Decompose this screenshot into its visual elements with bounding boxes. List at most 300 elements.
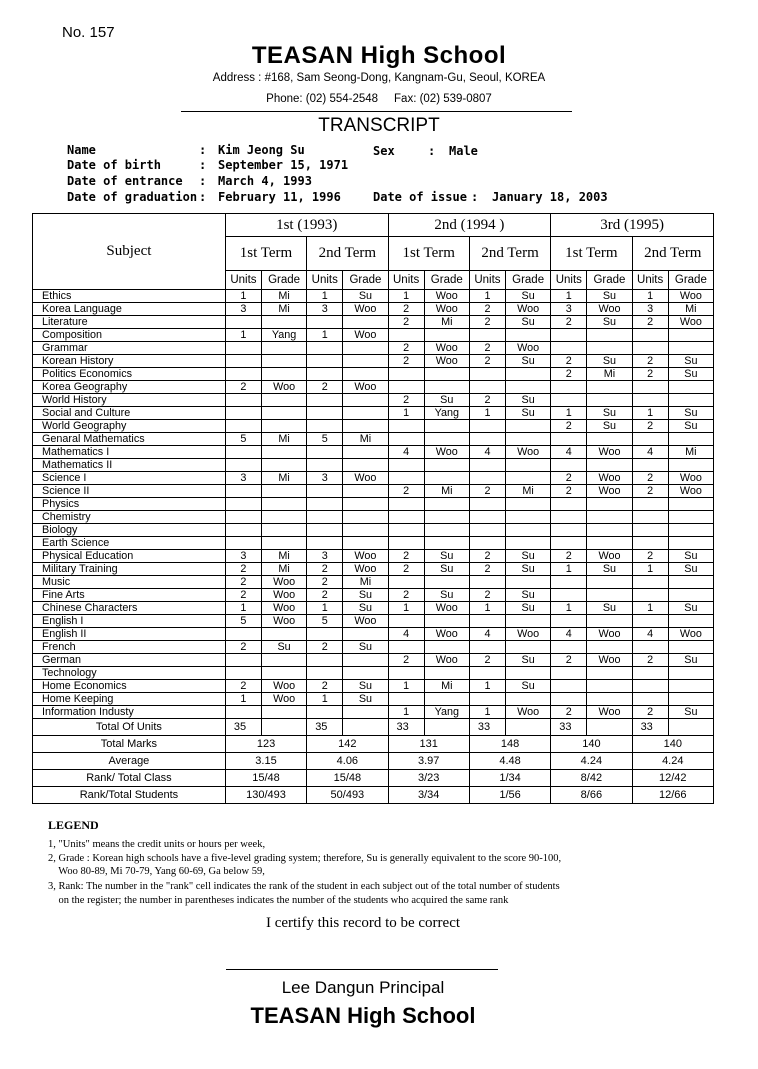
table-row <box>33 615 714 628</box>
units-cell: 2 <box>469 485 505 498</box>
units-cell <box>388 693 424 706</box>
units-cell: 3 <box>551 303 587 316</box>
units-cell: 2 <box>388 485 424 498</box>
grade-cell <box>506 420 551 433</box>
grade-cell <box>587 524 632 537</box>
units-cell: 2 <box>632 368 668 381</box>
table-row <box>33 641 714 654</box>
units-cell <box>632 667 668 680</box>
units-cell <box>469 381 505 394</box>
grade-cell <box>262 355 307 368</box>
table-row <box>33 537 714 550</box>
grade-cell: Mi <box>262 290 307 303</box>
grade-header: Grade <box>668 271 713 290</box>
grade-cell <box>424 368 469 381</box>
summary-value: 3/34 <box>388 787 469 804</box>
grade-cell <box>587 615 632 628</box>
grade-cell <box>343 485 388 498</box>
units-cell <box>225 498 261 511</box>
units-cell <box>632 433 668 446</box>
grade-cell <box>587 589 632 602</box>
grade-cell: Woo <box>424 342 469 355</box>
units-cell <box>469 498 505 511</box>
units-cell <box>551 680 587 693</box>
grade-cell: Woo <box>262 589 307 602</box>
units-cell <box>551 589 587 602</box>
subject-name: Physics <box>33 498 226 511</box>
units-cell <box>225 667 261 680</box>
grade-cell <box>424 641 469 654</box>
student-info <box>0 0 758 210</box>
grade-cell <box>668 680 713 693</box>
grade-cell: Mi <box>262 550 307 563</box>
units-cell: 2 <box>307 641 343 654</box>
term-header: 1st Term <box>225 237 306 271</box>
grade-cell <box>668 329 713 342</box>
name-label: Name <box>67 143 96 157</box>
summary-label: Total Marks <box>33 736 226 753</box>
units-cell <box>551 641 587 654</box>
issue-value: January 18, 2003 <box>492 190 608 204</box>
summary-row <box>33 787 714 804</box>
units-cell <box>388 667 424 680</box>
grade-cell: Woo <box>506 303 551 316</box>
grade-cell: Mi <box>668 446 713 459</box>
units-cell <box>469 641 505 654</box>
subject-name: English I <box>33 615 226 628</box>
graduation-label: Date of graduation <box>67 190 198 204</box>
table-row <box>33 368 714 381</box>
term-header: 1st Term <box>551 237 632 271</box>
table-row <box>33 511 714 524</box>
blank-cell <box>587 719 632 736</box>
units-cell: 1 <box>388 706 424 719</box>
units-cell: 1 <box>632 602 668 615</box>
entrance-label: Date of entrance <box>67 174 183 188</box>
grade-cell: Su <box>587 407 632 420</box>
units-cell <box>551 667 587 680</box>
grade-cell: Woo <box>424 446 469 459</box>
summary-value: 130/493 <box>225 787 306 804</box>
grade-header: Grade <box>343 271 388 290</box>
grade-cell <box>262 498 307 511</box>
grade-cell <box>506 641 551 654</box>
units-cell: 1 <box>632 407 668 420</box>
table-row <box>33 680 714 693</box>
units-cell: 2 <box>388 654 424 667</box>
grade-cell: Woo <box>587 654 632 667</box>
units-cell <box>469 615 505 628</box>
units-cell <box>388 368 424 381</box>
summary-value: 8/66 <box>551 787 632 804</box>
summary-value: 12/42 <box>632 770 713 787</box>
units-cell <box>307 459 343 472</box>
summary-label: Average <box>33 753 226 770</box>
sex-value: Male <box>449 144 478 158</box>
grade-cell: Woo <box>668 628 713 641</box>
units-cell: 2 <box>469 316 505 329</box>
units-cell: 2 <box>469 303 505 316</box>
grade-cell: Mi <box>668 303 713 316</box>
units-cell <box>388 498 424 511</box>
table-row <box>33 550 714 563</box>
grade-cell: Yang <box>424 706 469 719</box>
grade-cell <box>668 589 713 602</box>
units-cell: 2 <box>307 563 343 576</box>
grade-cell <box>668 511 713 524</box>
grade-cell: Mi <box>262 303 307 316</box>
grade-cell <box>668 524 713 537</box>
units-cell: 1 <box>307 693 343 706</box>
subject-name: Grammar <box>33 342 226 355</box>
grade-cell: Woo <box>424 602 469 615</box>
units-cell: 2 <box>469 394 505 407</box>
grade-cell: Woo <box>587 550 632 563</box>
table-row <box>33 394 714 407</box>
grade-cell: Su <box>506 550 551 563</box>
units-cell: 2 <box>632 420 668 433</box>
units-cell: 2 <box>551 485 587 498</box>
units-cell <box>307 524 343 537</box>
units-cell: 1 <box>469 706 505 719</box>
summary-value: 4.06 <box>307 753 388 770</box>
units-cell: 1 <box>225 693 261 706</box>
grade-cell: Woo <box>506 628 551 641</box>
table-row <box>33 693 714 706</box>
grade-cell: Woo <box>668 472 713 485</box>
legend-line: 1, "Units" means the credit units or hours per week, <box>48 839 266 850</box>
grade-cell <box>343 368 388 381</box>
summary-value: 131 <box>388 736 469 753</box>
units-cell <box>551 576 587 589</box>
units-cell <box>632 589 668 602</box>
grade-cell <box>424 693 469 706</box>
colon: : <box>471 190 479 204</box>
total-units-value: 33 <box>551 719 587 736</box>
grade-cell: Su <box>587 290 632 303</box>
term-header: 2nd Term <box>632 237 713 271</box>
units-cell: 2 <box>388 563 424 576</box>
grade-cell <box>587 394 632 407</box>
subject-name: Chinese Characters <box>33 602 226 615</box>
units-cell <box>225 368 261 381</box>
subject-name: Korea Language <box>33 303 226 316</box>
total-units-value: 33 <box>469 719 505 736</box>
units-cell <box>551 329 587 342</box>
units-cell: 3 <box>225 303 261 316</box>
entrance-value: March 4, 1993 <box>218 174 312 188</box>
units-cell <box>225 355 261 368</box>
name-value: Kim Jeong Su <box>218 143 305 157</box>
units-cell: 1 <box>388 290 424 303</box>
grade-cell <box>424 459 469 472</box>
units-header: Units <box>469 271 505 290</box>
grade-cell: Su <box>343 602 388 615</box>
units-cell <box>388 641 424 654</box>
units-cell <box>632 394 668 407</box>
certification-statement: I certify this record to be correct <box>265 915 461 931</box>
units-cell <box>307 407 343 420</box>
subject-name: Physical Education <box>33 550 226 563</box>
subject-name: World Geography <box>33 420 226 433</box>
subject-name: Chemistry <box>33 511 226 524</box>
grade-cell <box>262 667 307 680</box>
grade-cell <box>343 667 388 680</box>
grade-cell: Su <box>668 550 713 563</box>
subject-name: Biology <box>33 524 226 537</box>
blank-cell <box>262 719 307 736</box>
summary-row <box>33 770 714 787</box>
school-name: TEASAN High School <box>251 42 507 69</box>
grade-cell: Su <box>343 641 388 654</box>
grade-cell <box>424 537 469 550</box>
document-title: TRANSCRIPT <box>318 115 440 136</box>
grade-cell <box>587 667 632 680</box>
subject-name: English II <box>33 628 226 641</box>
school-address: Address : #168, Sam Seong-Dong, Kangnam-Gu, Seoul, KOREA <box>212 72 546 84</box>
summary-value: 1/56 <box>469 787 550 804</box>
subject-name: Fine Arts <box>33 589 226 602</box>
units-cell <box>632 511 668 524</box>
grade-cell <box>668 667 713 680</box>
units-cell: 1 <box>551 290 587 303</box>
table-row <box>33 303 714 316</box>
units-cell: 2 <box>632 485 668 498</box>
grade-cell: Woo <box>587 446 632 459</box>
dob-value: September 15, 1971 <box>218 158 349 172</box>
grade-cell: Su <box>506 680 551 693</box>
grade-cell: Woo <box>424 628 469 641</box>
grade-header: Grade <box>424 271 469 290</box>
units-cell: 3 <box>225 550 261 563</box>
units-cell: 1 <box>388 602 424 615</box>
units-cell <box>225 628 261 641</box>
grade-cell: Woo <box>343 329 388 342</box>
units-cell: 1 <box>632 563 668 576</box>
units-cell <box>469 472 505 485</box>
units-cell <box>632 693 668 706</box>
units-cell <box>551 693 587 706</box>
table-row <box>33 329 714 342</box>
grade-cell: Su <box>506 316 551 329</box>
units-cell: 1 <box>469 290 505 303</box>
units-cell: 1 <box>307 329 343 342</box>
units-cell: 3 <box>632 303 668 316</box>
grade-cell <box>506 459 551 472</box>
subject-name: Science II <box>33 485 226 498</box>
summary-value: 3/23 <box>388 770 469 787</box>
table-row <box>33 706 714 719</box>
summary-value: 140 <box>551 736 632 753</box>
grade-cell: Woo <box>587 472 632 485</box>
subject-name: Music <box>33 576 226 589</box>
units-cell <box>307 485 343 498</box>
grade-cell: Woo <box>343 563 388 576</box>
units-cell <box>469 693 505 706</box>
grade-cell <box>506 472 551 485</box>
units-cell <box>307 537 343 550</box>
units-cell: 5 <box>225 615 261 628</box>
document-number: No. 157 <box>62 24 115 41</box>
grade-cell <box>262 706 307 719</box>
colon: : <box>428 144 436 158</box>
table-row <box>33 407 714 420</box>
year-header: 1st (1993) <box>225 214 388 237</box>
units-cell <box>388 459 424 472</box>
units-cell <box>469 537 505 550</box>
grade-cell: Woo <box>424 290 469 303</box>
grade-cell <box>668 693 713 706</box>
grade-cell: Yang <box>262 329 307 342</box>
summary-row <box>33 736 714 753</box>
legend-line: on the register; the number in parentheses indicates the number of the students who acquired the same rank <box>48 895 509 906</box>
grade-cell <box>343 316 388 329</box>
grade-cell: Woo <box>262 602 307 615</box>
principal-name: Lee Dangun Principal <box>281 978 445 997</box>
grade-cell <box>262 654 307 667</box>
units-cell: 1 <box>307 602 343 615</box>
grade-cell: Su <box>668 602 713 615</box>
units-cell: 1 <box>225 329 261 342</box>
units-cell <box>307 316 343 329</box>
units-cell: 2 <box>388 394 424 407</box>
units-cell: 2 <box>388 589 424 602</box>
grade-cell: Woo <box>587 706 632 719</box>
signature-line <box>226 969 498 970</box>
year-header: 2nd (1994 ) <box>388 214 551 237</box>
table-row <box>33 667 714 680</box>
subject-name: Earth Science <box>33 537 226 550</box>
grade-cell <box>343 524 388 537</box>
units-cell <box>225 407 261 420</box>
legend-line: Woo 80-89, Mi 70-79, Yang 60-69, Ga below 59, <box>48 866 265 877</box>
grade-cell <box>262 524 307 537</box>
grade-cell <box>343 706 388 719</box>
units-cell <box>469 329 505 342</box>
grade-cell: Woo <box>424 355 469 368</box>
blank-cell <box>343 719 388 736</box>
units-cell <box>307 498 343 511</box>
grade-cell <box>668 459 713 472</box>
table-row <box>33 524 714 537</box>
grade-cell: Su <box>343 589 388 602</box>
grade-cell: Su <box>668 706 713 719</box>
units-cell: 2 <box>469 355 505 368</box>
units-cell: 2 <box>388 316 424 329</box>
grade-cell <box>262 394 307 407</box>
legend-title: LEGEND <box>48 818 99 832</box>
units-cell <box>632 576 668 589</box>
grade-cell: Su <box>424 563 469 576</box>
grade-cell <box>424 420 469 433</box>
summary-value: 148 <box>469 736 550 753</box>
units-cell: 2 <box>551 472 587 485</box>
grade-cell: Su <box>587 355 632 368</box>
units-cell <box>307 394 343 407</box>
units-cell <box>307 511 343 524</box>
units-cell: 3 <box>225 472 261 485</box>
grade-cell <box>506 615 551 628</box>
grade-header: Grade <box>262 271 307 290</box>
units-cell <box>307 368 343 381</box>
units-cell <box>632 537 668 550</box>
grade-cell <box>668 342 713 355</box>
summary-value: 3.97 <box>388 753 469 770</box>
units-cell <box>551 511 587 524</box>
total-units-row <box>33 719 714 736</box>
table-row <box>33 654 714 667</box>
table-row <box>33 381 714 394</box>
grade-cell <box>343 459 388 472</box>
units-cell <box>469 576 505 589</box>
units-cell <box>225 524 261 537</box>
grade-cell <box>262 446 307 459</box>
grade-cell <box>343 498 388 511</box>
table-row <box>33 342 714 355</box>
units-cell <box>551 459 587 472</box>
units-cell <box>225 654 261 667</box>
grade-cell <box>668 641 713 654</box>
total-units-value: 35 <box>307 719 343 736</box>
grade-cell <box>506 433 551 446</box>
summary-value: 12/66 <box>632 787 713 804</box>
units-cell <box>469 368 505 381</box>
grade-cell <box>506 511 551 524</box>
units-cell <box>388 615 424 628</box>
units-cell: 1 <box>551 407 587 420</box>
units-cell <box>632 459 668 472</box>
units-cell <box>225 316 261 329</box>
grade-cell <box>506 693 551 706</box>
units-cell: 2 <box>469 342 505 355</box>
units-cell: 2 <box>632 706 668 719</box>
grade-cell <box>587 459 632 472</box>
units-cell: 2 <box>469 550 505 563</box>
grade-cell: Mi <box>424 680 469 693</box>
units-cell: 1 <box>469 680 505 693</box>
grade-cell: Mi <box>506 485 551 498</box>
units-cell <box>307 355 343 368</box>
units-cell <box>225 420 261 433</box>
units-cell: 4 <box>388 446 424 459</box>
units-cell <box>388 576 424 589</box>
grade-cell <box>262 628 307 641</box>
subject-name: Science I <box>33 472 226 485</box>
grade-cell: Mi <box>262 472 307 485</box>
grade-cell <box>506 381 551 394</box>
grade-cell <box>424 433 469 446</box>
term-header: 1st Term <box>388 237 469 271</box>
units-cell: 2 <box>225 589 261 602</box>
grade-cell <box>668 537 713 550</box>
units-cell: 2 <box>388 342 424 355</box>
units-cell: 1 <box>469 602 505 615</box>
summary-value: 140 <box>632 736 713 753</box>
school-phone-fax: Phone: (02) 554-2548 Fax: (02) 539-0807 <box>266 93 492 105</box>
legend-line: 3, Rank: The number in the "rank" cell indicates the rank of the student in each subject out of the total number of students <box>48 881 560 892</box>
units-cell <box>388 511 424 524</box>
grade-cell <box>587 329 632 342</box>
grade-cell <box>587 433 632 446</box>
colon: : <box>199 158 207 172</box>
units-cell: 2 <box>225 680 261 693</box>
grade-cell: Woo <box>262 693 307 706</box>
grade-cell: Su <box>587 602 632 615</box>
grade-cell: Woo <box>587 628 632 641</box>
subject-name: Korean History <box>33 355 226 368</box>
summary-value: 3.15 <box>225 753 306 770</box>
grade-cell <box>262 485 307 498</box>
